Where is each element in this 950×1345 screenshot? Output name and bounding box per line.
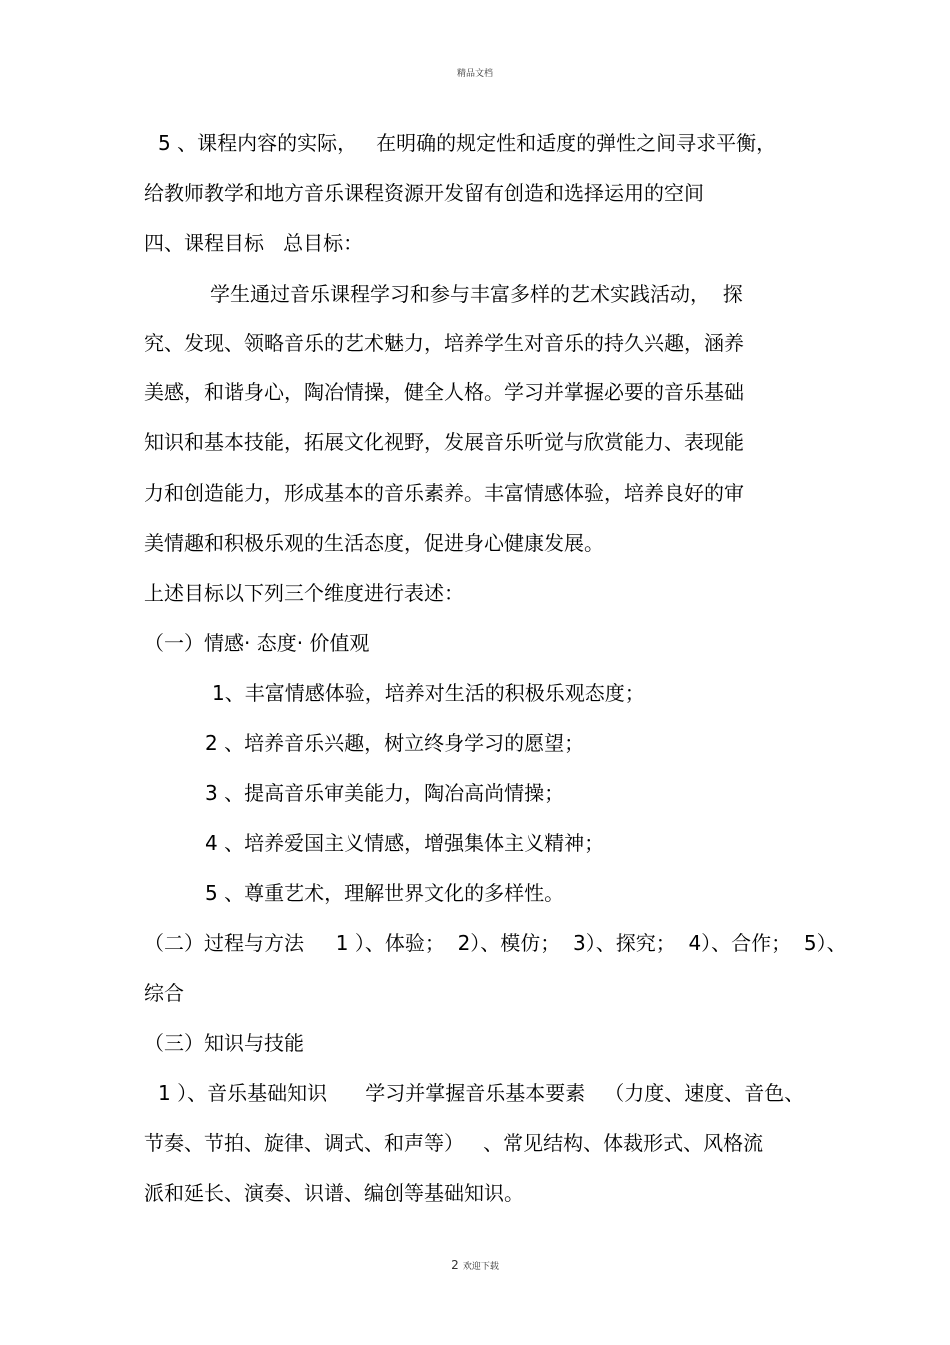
page-header: 精品文档	[456, 69, 493, 79]
text-line: 派和延长、演奏、识谱、编创等基础知识。	[144, 1181, 524, 1205]
text-line: 力和创造能力，形成基本的音乐素养。丰富情感体验，培养良好的审	[144, 481, 744, 505]
list-item: 5 、尊重艺术，理解世界文化的多样性。	[205, 881, 565, 905]
text-line: 1 ）、音乐基础知识 学习并掌握音乐基本要素 （力度、速度、音色、	[158, 1081, 805, 1105]
text-line: 综合	[144, 981, 184, 1005]
section-heading: （一）情感· 态度· 价值观	[144, 631, 370, 655]
list-item: 4 、培养爱国主义情感，增强集体主义精神；	[205, 831, 605, 855]
text-line: 知识和基本技能，拓展文化视野，发展音乐听觉与欣赏能力、表现能	[144, 430, 744, 454]
list-item: 1、丰富情感体验，培养对生活的积极乐观态度；	[212, 681, 645, 705]
list-item: 3 、提高音乐审美能力，陶冶高尚情操；	[205, 781, 565, 805]
text-line: 美情趣和积极乐观的生活态度，促进身心健康发展。	[144, 531, 604, 555]
page-number: 2	[451, 1258, 459, 1272]
text-line: 美感，和谐身心，陶冶情操，健全人格。学习并掌握必要的音乐基础	[144, 380, 744, 404]
text-line: 上述目标以下列三个维度进行表述：	[144, 581, 464, 605]
text-line: 四、课程目标 总目标：	[144, 231, 364, 255]
list-item: 2 、培养音乐兴趣，树立终身学习的愿望；	[205, 731, 585, 755]
text-line: 学生通过音乐课程学习和参与丰富多样的艺术实践活动， 探	[210, 282, 743, 306]
text-line: 5 、课程内容的实际， 在明确的规定性和适度的弹性之间寻求平衡，	[158, 131, 777, 155]
text-line: 究、发现、领略音乐的艺术魅力，培养学生对音乐的持久兴趣，涵养	[144, 331, 744, 355]
page-footer	[0, 1258, 950, 1272]
section-heading: （三）知识与技能	[144, 1031, 304, 1055]
footer-text: 欢迎下载	[462, 1262, 499, 1272]
section-heading: （二）过程与方法 1 ）、体验； 2）、模仿； 3）、探究； 4）、合作； 5）、	[144, 931, 847, 955]
text-line: 给教师教学和地方音乐课程资源开发留有创造和选择运用的空间	[144, 181, 704, 205]
text-line: 节奏、节拍、旋律、调式、和声等） 、常见结构、体裁形式、风格流	[144, 1131, 764, 1155]
